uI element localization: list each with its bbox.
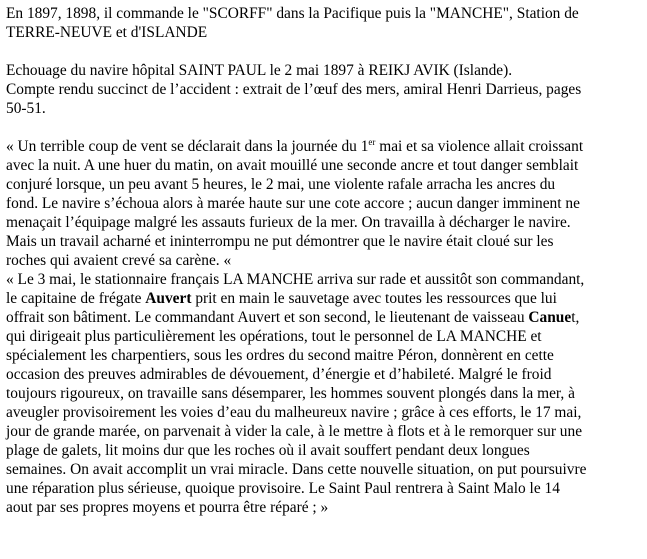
- quote-paragraph-1: [6, 137, 638, 270]
- quote-line: conjuré lorsque, un peu avant 5 heures, le 2 mai, une violente rafale arracha les ancres du: [6, 176, 556, 193]
- quote-line: Mais un travail acharné et ininterrompu ne put démontrer que le navire était cloué sur les: [6, 233, 554, 250]
- quote-text: le capitaine de frégate: [6, 290, 146, 307]
- event-source: Compte rendu succinct de l’accident : extrait de l’œuf des mers, amiral Henri Darrieus, pages: [6, 81, 582, 98]
- quote-text: « Un terrible coup de vent se déclarait dans la journée du 1: [6, 138, 369, 155]
- intro-line: TERRE-NEUVE et d'ISLANDE: [6, 24, 208, 41]
- intro-line: En 1897, 1898, il commande le "SCORFF" dans la Pacifique puis la "MANCHE", Station de: [6, 5, 579, 22]
- quote-line: plage de galets, lit moins dur que les roches où il avait souffert pendant deux longues: [6, 442, 530, 459]
- bold-name-auvert: Auvert: [145, 290, 192, 307]
- quote-text: prit en main le sauvetage avec toutes les ressources que lui: [191, 290, 557, 307]
- quote-line: jour de grande marée, on parvenait à vider la cale, à le mettre à flots et à le remorquer sur une: [6, 423, 583, 440]
- paragraph-gap: [6, 42, 638, 61]
- paragraph-gap: [6, 118, 638, 137]
- quote-line: avec la nuit. A une huer du matin, on avait mouillé une seconde ancre et tout danger semblait: [6, 157, 579, 174]
- quote-line: menaçait l’équipage malgré les assauts furieux de la mer. On travailla à décharger le navire.: [6, 214, 571, 231]
- quote-line: toujours rigoureux, on travaille sans désemparer, les hommes souvent plongés dans la mer, à: [6, 385, 575, 402]
- quote-line: « Le 3 mai, le stationnaire français LA MANCHE arriva sur rade et aussitôt son commandant,: [6, 271, 585, 288]
- quote-line: aveugler provisoirement les voies d’eau du malheureux navire ; grâce à ces efforts, le 17 mai,: [6, 404, 582, 421]
- event-title: Echouage du navire hôpital SAINT PAUL le 2 mai 1897 à REIKJ AVIK (Islande).: [6, 62, 513, 79]
- quote-line: fond. Le navire s’échoua alors à marée haute sur une cote accore ; aucun danger imminent ne: [6, 195, 580, 212]
- quote-line: [6, 308, 638, 327]
- ordinal-superscript: er: [368, 137, 376, 147]
- quote-line: [6, 137, 638, 156]
- quote-paragraph-2: [6, 270, 638, 517]
- intro-paragraph: [6, 4, 638, 42]
- quote-line-last: aout par ses propres moyens et pourra être réparé ; »: [6, 499, 329, 516]
- document-body: [6, 4, 638, 517]
- quote-line: spécialement les charpentiers, sous les ordres du second maitre Péron, donnèrent en cette: [6, 347, 554, 364]
- quote-text: offrait son bâtiment. Le commandant Auvert et son second, le lieutenant de vaisseau: [6, 309, 529, 326]
- quote-line: une réparation plus sérieuse, quoique provisoire. Le Saint Paul rentrera à Saint Malo le 14: [6, 480, 560, 497]
- quote-line: occasion des preuves admirables de dévouement, d’énergie et d’habileté. Malgré le froid: [6, 366, 552, 383]
- quote-line: semaines. On avait accomplit un vrai miracle. Dans cette nouvelle situation, on put poursuivre: [6, 461, 587, 478]
- quote-line: roches qui avaient crevé sa carène. «: [6, 252, 232, 269]
- event-pages: 50-51.: [6, 100, 46, 117]
- quote-text: mai et sa violence allait croissant: [375, 138, 584, 155]
- bold-name-canuet: Canue: [528, 309, 572, 326]
- event-paragraph: [6, 61, 638, 118]
- quote-line: [6, 289, 638, 308]
- quote-line: qui dirigeait plus particulièrement les opérations, tout le personnel de LA MANCHE et: [6, 328, 542, 345]
- quote-text: t,: [571, 309, 580, 326]
